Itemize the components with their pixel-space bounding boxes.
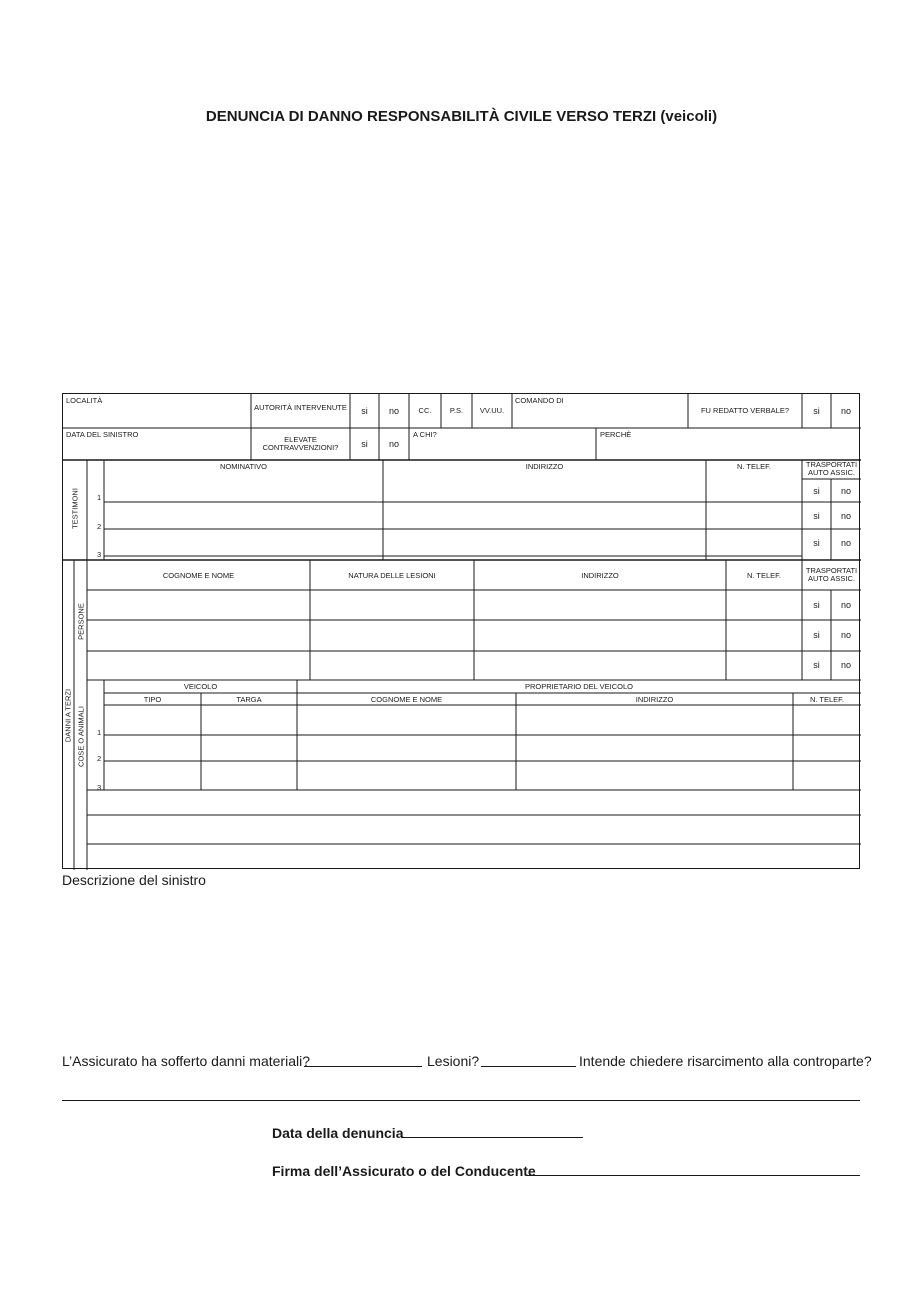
- danni-terzi-section-label: DANNI A TERZI: [63, 688, 73, 743]
- a-chi-label: A CHI?: [413, 430, 437, 439]
- cose-col-indirizzo: INDIRIZZO: [635, 695, 674, 704]
- form-title: DENUNCIA DI DANNO RESPONSABILITÀ CIVILE VERSO TERZI (veicoli): [205, 108, 718, 125]
- verbale-si[interactable]: si: [813, 406, 820, 416]
- testimoni-row-number: 3: [97, 550, 102, 559]
- firma-line[interactable]: [526, 1175, 860, 1176]
- cose-col-telef: N. TELEF.: [809, 695, 845, 704]
- cc-option[interactable]: CC.: [418, 406, 432, 415]
- verbale-no[interactable]: no: [840, 406, 851, 416]
- testimoni-no[interactable]: no: [840, 511, 851, 521]
- contravvenzioni-no[interactable]: no: [388, 439, 399, 449]
- cose-col-tipo: TIPO: [143, 695, 162, 704]
- danni-materiali-answer-line[interactable]: [304, 1066, 422, 1067]
- testimoni-section-label: TESTIMONI: [70, 488, 80, 529]
- testimoni-row-number: 1: [97, 493, 102, 502]
- cose-row-number: 3: [97, 783, 102, 792]
- autorita-no[interactable]: no: [388, 406, 399, 416]
- data-denuncia-label: Data della denuncia: [272, 1125, 404, 1141]
- contravvenzioni-si[interactable]: si: [361, 439, 368, 449]
- testimoni-col-trasportati: TRASPORTATI AUTO ASSIC.: [805, 460, 858, 477]
- cose-animali-section-label: COSE O ANIMALI: [76, 706, 86, 767]
- persone-si[interactable]: si: [813, 600, 820, 610]
- contravvenzioni-label: ELEVATE CONTRAVVENZIONI?: [262, 435, 339, 452]
- localita-label: LOCALITÀ: [66, 396, 103, 405]
- autorita-label: AUTORITÀ INTERVENUTE: [254, 403, 347, 412]
- testimoni-si[interactable]: si: [813, 511, 820, 521]
- persone-col-telef: N. TELEF.: [746, 571, 782, 580]
- perche-label: PERCHÈ: [600, 430, 632, 439]
- testimoni-col-nominativo: NOMINATIVO: [220, 462, 267, 471]
- persone-no[interactable]: no: [840, 660, 851, 670]
- cose-col-cognome: COGNOME E NOME: [370, 695, 443, 704]
- cose-row-number: 1: [97, 728, 102, 737]
- risarcimento-question: Intende chiedere risarcimento alla controparte?: [579, 1053, 872, 1069]
- cose-row-number: 2: [97, 754, 102, 763]
- veicolo-header: VEICOLO: [183, 682, 218, 691]
- persone-si[interactable]: si: [813, 660, 820, 670]
- data-sinistro-label: DATA DEL SINISTRO: [66, 430, 139, 439]
- descrizione-label: Descrizione del sinistro: [62, 872, 206, 888]
- danni-materiali-question: L’Assicurato ha sofferto danni materiali?: [62, 1053, 310, 1069]
- data-denuncia-line[interactable]: [401, 1137, 583, 1138]
- ps-option[interactable]: P.S.: [449, 406, 464, 415]
- persone-col-lesioni: NATURA DELLE LESIONI: [348, 571, 436, 580]
- testimoni-si[interactable]: si: [813, 538, 820, 548]
- cose-col-targa: TARGA: [236, 695, 262, 704]
- firma-label: Firma dell’Assicurato o del Conducente: [272, 1163, 536, 1179]
- lesioni-question: Lesioni?: [427, 1053, 480, 1069]
- lesioni-answer-line[interactable]: [481, 1066, 576, 1067]
- risarcimento-answer-line[interactable]: [62, 1100, 860, 1101]
- persone-col-trasportati: TRASPORTATI AUTO ASSIC.: [805, 566, 858, 583]
- persone-section-label: PERSONE: [76, 603, 86, 640]
- testimoni-row-number: 2: [97, 522, 102, 531]
- persone-col-indirizzo: INDIRIZZO: [581, 571, 619, 580]
- persone-no[interactable]: no: [840, 600, 851, 610]
- persone-si[interactable]: si: [813, 630, 820, 640]
- comando-di-label: COMANDO DI: [515, 396, 564, 405]
- persone-no[interactable]: no: [840, 630, 851, 640]
- claim-form-table: [62, 393, 860, 869]
- vvuu-option[interactable]: VV.UU.: [479, 406, 505, 415]
- testimoni-col-indirizzo: INDIRIZZO: [525, 462, 564, 471]
- testimoni-si[interactable]: si: [813, 486, 820, 496]
- autorita-si[interactable]: si: [361, 406, 368, 416]
- persone-col-cognome: COGNOME E NOME: [162, 571, 235, 580]
- testimoni-no[interactable]: no: [840, 486, 851, 496]
- testimoni-no[interactable]: no: [840, 538, 851, 548]
- testimoni-col-telef: N. TELEF.: [736, 462, 772, 471]
- proprietario-header: PROPRIETARIO DEL VEICOLO: [525, 682, 633, 691]
- verbale-label: FU REDATTO VERBALE?: [700, 406, 790, 415]
